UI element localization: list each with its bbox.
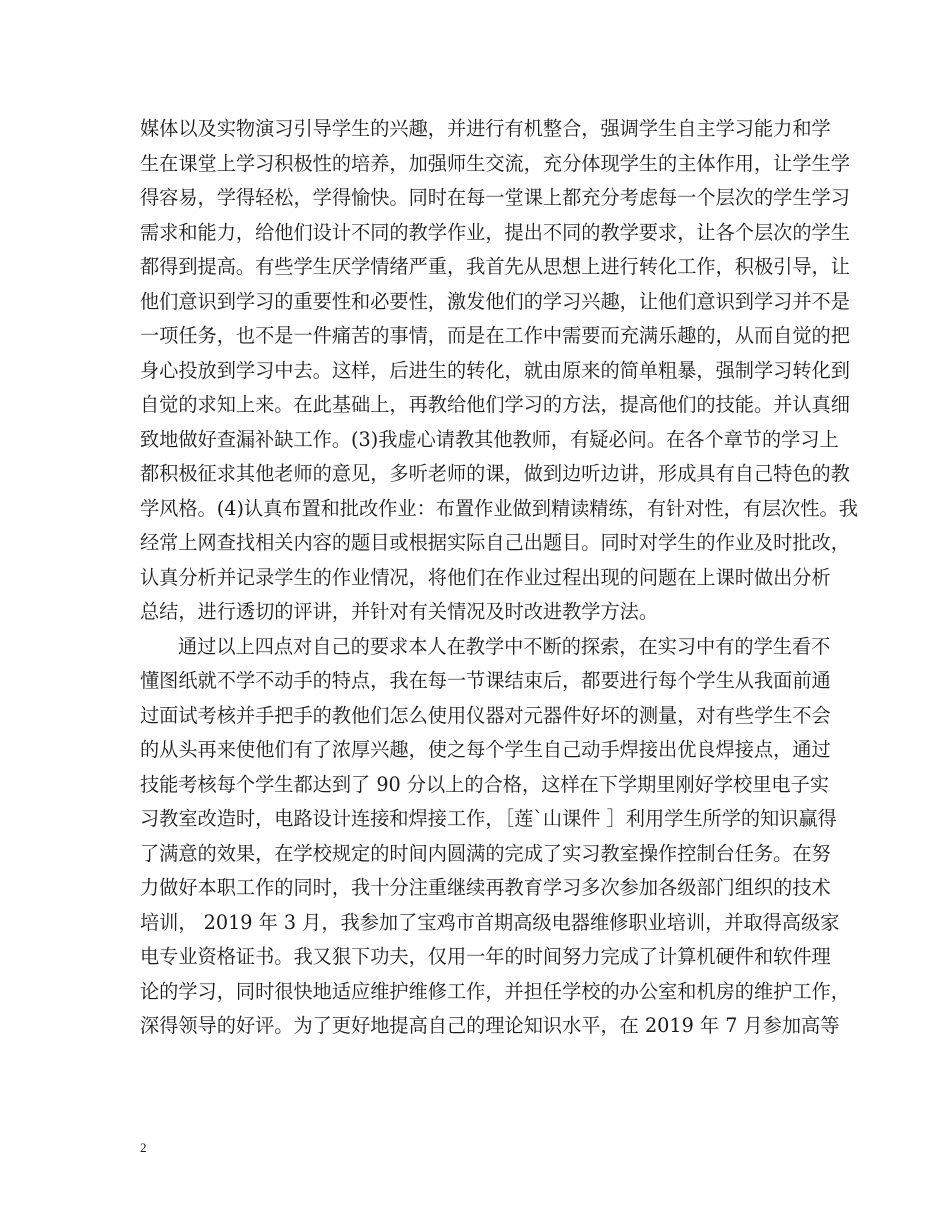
text-line: 致地做好查漏补缺工作。(3)我虚心请教其他教师，有疑必问。在各个章节的学习上 bbox=[140, 427, 839, 451]
text-line: 论的学习，同时很快地适应维护维修工作，并担任学校的办公室和机房的维护工作， bbox=[140, 979, 850, 1003]
text-line: 了满意的效果，在学校规定的时间内圆满的完成了实习教室操作控制台任务。在努 bbox=[140, 841, 831, 865]
text-line: 过面试考核并手把手的教他们怎么使用仪器对元器件好坏的测量，对有些学生不会 bbox=[140, 703, 831, 727]
text-line: 都得到提高。有些学生厌学情绪严重，我首先从思想上进行转化工作，积极引导，让 bbox=[140, 255, 850, 278]
text-line: 身心投放到学习中去。这样，后进生的转化，就由原来的简单粗暴，强制学习转化到 bbox=[140, 358, 850, 382]
text-line: 自觉的求知上来。在此基础上，再教给他们学习的方法，提高他们的技能。并认真细 bbox=[140, 393, 850, 416]
text-line: 都积极征求其他老师的意见，多听老师的课，做到边听边讲，形成具有自己特色的教 bbox=[140, 462, 850, 485]
text-line: 懂图纸就不学不动手的特点，我在每一节课结束后，都要进行每个学生从我面前通 bbox=[140, 669, 831, 692]
text-line: 得容易，学得轻松，学得愉快。同时在每一堂课上都充分考虑每一个层次的学生学习 bbox=[140, 186, 850, 209]
text-line: 认真分析并记录学生的作业情况，将他们在作业过程出现的问题在上课时做出分析 bbox=[140, 565, 831, 589]
text-line: 力做好本职工作的同时，我十分注重继续再教育学习多次参加各级部门组织的技术 bbox=[140, 876, 831, 899]
text-line: 习教室改造时，电路设计连接和焊接工作，［莲`山课件 ］利用学生所学的知识赢得 bbox=[140, 807, 837, 830]
text-line: 电专业资格证书。我又狠下功夫，仅用一年的时间努力完成了计算机硬件和软件理 bbox=[140, 945, 831, 968]
text-line: 学风格。(4)认真布置和批改作业：布置作业做到精读精练，有针对性，有层次性。我 bbox=[140, 496, 858, 520]
paragraph-1 bbox=[140, 112, 858, 630]
text-line: 媒体以及实物演习引导学生的兴趣，并进行有机整合，强调学生自主学习能力和学 bbox=[140, 117, 831, 140]
text-line-indented: 通过以上四点对自己的要求本人在教学中不断的探索，在实习中有的学生看不 bbox=[178, 634, 831, 658]
paragraph-2 bbox=[140, 630, 850, 1044]
text-line: 一项任务，也不是一件痛苦的事情，而是在工作中需要而充满乐趣的，从而自觉的把 bbox=[140, 324, 850, 347]
text-line: 经常上网查找相关内容的题目或根据实际自己出题目。同时对学生的作业及时批改， bbox=[140, 531, 850, 554]
text-line: 深得领导的好评。为了更好地提高自己的理论知识水平，在 2019 年 7 月参加高等 bbox=[140, 1014, 840, 1037]
text-line: 培训， 2019 年 3 月，我参加了宝鸡市首期高级电器维修职业培训，并取得高级家 bbox=[140, 910, 840, 934]
text-line: 需求和能力，给他们设计不同的教学作业，提出不同的教学要求，让各个层次的学生 bbox=[140, 220, 850, 244]
text-line: 他们意识到学习的重要性和必要性，激发他们的学习兴趣，让他们意识到学习并不是 bbox=[140, 289, 850, 313]
text-line: 总结，进行透切的评讲，并针对有关情况及时改进教学方法。 bbox=[140, 600, 659, 623]
text-line: 生在课堂上学习积极性的培养，加强师生交流，充分体现学生的主体作用，让学生学 bbox=[140, 151, 850, 175]
body-text bbox=[140, 112, 858, 1044]
text-line: 技能考核每个学生都达到了 90 分以上的合格，这样在下学期里刚好学校里电子实 bbox=[140, 772, 829, 796]
text-line: 的从头再来使他们有了浓厚兴趣，使之每个学生自己动手焊接出优良焊接点，通过 bbox=[140, 738, 831, 761]
page-number: 2 bbox=[140, 1140, 147, 1155]
